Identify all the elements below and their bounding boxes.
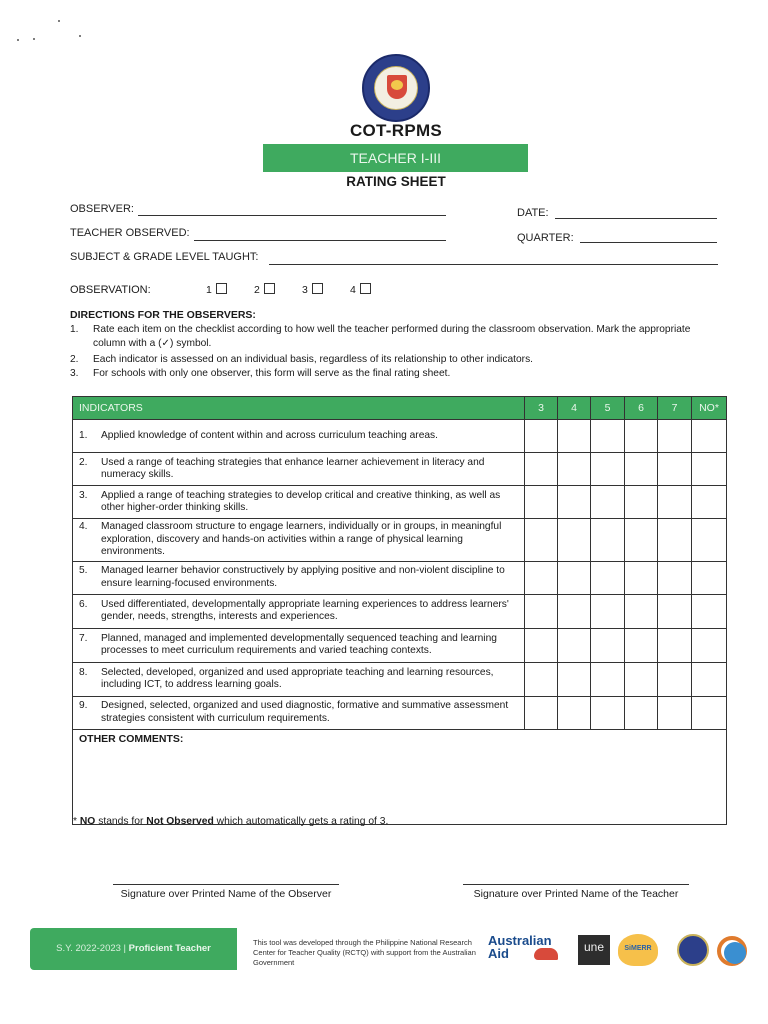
direction-item: 1. Rate each item on the checklist according to how well the teacher performed during the classroom observation. Mark the appropriate column with a (✓) symbol. bbox=[70, 324, 691, 349]
rating-cell[interactable] bbox=[525, 594, 558, 628]
rating-cell[interactable] bbox=[591, 420, 625, 453]
subject-label: SUBJECT & GRADE LEVEL TAUGHT: bbox=[70, 251, 259, 263]
column-header-5: 5 bbox=[591, 397, 625, 420]
indicator-text: 1. Applied knowledge of content within and across curriculum teaching areas. bbox=[73, 420, 525, 453]
quarter-label: QUARTER: bbox=[517, 232, 574, 244]
rating-cell[interactable] bbox=[658, 594, 692, 628]
indicator-text: 3. Applied a range of teaching strategies to develop critical and creative thinking, as well as other higher-order thinking skills. bbox=[73, 486, 525, 519]
comments-row bbox=[73, 729, 727, 824]
table-row bbox=[73, 519, 727, 562]
direction-item: 2. Each indicator is assessed on an individual basis, regardless of its relationship to other indicators. bbox=[70, 354, 533, 365]
indicator-text: 5. Managed learner behavior constructively by applying positive and non-violent discipline to ensure learning-focused environments. bbox=[73, 561, 525, 594]
rating-cell[interactable] bbox=[625, 561, 658, 594]
form-subtitle: RATING SHEET bbox=[346, 174, 446, 189]
rating-cell[interactable] bbox=[658, 561, 692, 594]
column-header-3: 3 bbox=[525, 397, 558, 420]
observer-field[interactable] bbox=[138, 215, 446, 216]
position-band: TEACHER I-III bbox=[263, 144, 528, 172]
subject-field[interactable] bbox=[269, 264, 718, 265]
column-header-7: 7 bbox=[658, 397, 692, 420]
deped-seal-logo bbox=[362, 54, 430, 122]
rating-cell[interactable] bbox=[558, 453, 591, 486]
teacher-signature-line[interactable] bbox=[463, 884, 689, 885]
rating-cell[interactable] bbox=[558, 662, 591, 696]
table-row bbox=[73, 420, 727, 453]
rating-cell[interactable] bbox=[525, 519, 558, 562]
other-comments-field[interactable] bbox=[73, 729, 727, 824]
rating-cell[interactable] bbox=[525, 628, 558, 662]
column-header-6: 6 bbox=[625, 397, 658, 420]
rating-cell[interactable] bbox=[525, 486, 558, 519]
table-row bbox=[73, 453, 727, 486]
observation-checkbox-2[interactable]: 2 bbox=[254, 283, 275, 296]
observer-signature-label: Signature over Printed Name of the Observer bbox=[120, 888, 332, 900]
rating-cell[interactable] bbox=[658, 628, 692, 662]
checkbox-icon bbox=[360, 283, 371, 294]
indicator-text: 6. Used differentiated, developmentally appropriate learning experiences to address learners' gender, needs, strengths, interests and experiences. bbox=[73, 594, 525, 628]
rating-cell[interactable] bbox=[591, 561, 625, 594]
indicators-table bbox=[72, 396, 727, 825]
directions-title: DIRECTIONS FOR THE OBSERVERS: bbox=[70, 309, 256, 321]
form-title: COT-RPMS bbox=[349, 121, 443, 140]
table-header-row bbox=[73, 397, 727, 420]
rating-cell[interactable] bbox=[525, 453, 558, 486]
table-row bbox=[73, 561, 727, 594]
rating-cell[interactable] bbox=[591, 628, 625, 662]
rating-cell[interactable] bbox=[525, 662, 558, 696]
observation-checkbox-1[interactable]: 1 bbox=[206, 283, 227, 296]
rating-cell[interactable] bbox=[591, 519, 625, 562]
observation-checkbox-4[interactable]: 4 bbox=[350, 283, 371, 296]
rating-cell[interactable] bbox=[591, 662, 625, 696]
rating-cell[interactable] bbox=[625, 628, 658, 662]
une-logo: une bbox=[578, 935, 610, 965]
rating-cell[interactable] bbox=[591, 594, 625, 628]
date-field[interactable] bbox=[555, 218, 717, 219]
indicator-text: 9. Designed, selected, organized and used diagnostic, formative and summative assessment strategies consistent with curriculum requirements. bbox=[73, 696, 525, 729]
rating-cell[interactable] bbox=[692, 662, 727, 696]
rating-cell[interactable] bbox=[658, 519, 692, 562]
rctq-logo bbox=[717, 932, 753, 968]
rating-cell[interactable] bbox=[692, 420, 727, 453]
rating-cell[interactable] bbox=[692, 486, 727, 519]
rating-cell[interactable] bbox=[658, 662, 692, 696]
quarter-field[interactable] bbox=[580, 242, 717, 243]
date-label: DATE: bbox=[517, 207, 549, 219]
rating-cell[interactable] bbox=[625, 662, 658, 696]
table-row bbox=[73, 628, 727, 662]
table-row bbox=[73, 696, 727, 729]
observer-signature-line[interactable] bbox=[113, 884, 339, 885]
rating-cell[interactable] bbox=[658, 453, 692, 486]
observation-checkbox-3[interactable]: 3 bbox=[302, 283, 323, 296]
rctq-note: This tool was developed through the Philippine National Research Center for Teacher Quality (RCTQ) with support from the Australian Government bbox=[253, 938, 476, 967]
teacher-observed-label: TEACHER OBSERVED: bbox=[70, 227, 190, 239]
rating-cell[interactable] bbox=[558, 696, 591, 729]
rating-cell[interactable] bbox=[658, 486, 692, 519]
checkbox-icon bbox=[312, 283, 323, 294]
direction-item: 3. For schools with only one observer, this form will serve as the final rating sheet. bbox=[70, 368, 451, 379]
simerr-logo: SiMERR bbox=[618, 934, 658, 966]
rating-cell[interactable] bbox=[658, 696, 692, 729]
rating-cell[interactable] bbox=[558, 519, 591, 562]
rating-cell[interactable] bbox=[692, 696, 727, 729]
observation-label: OBSERVATION: bbox=[70, 284, 151, 296]
table-row bbox=[73, 594, 727, 628]
indicator-text: 7. Planned, managed and implemented developmentally sequenced teaching and learning processes to meet curriculum requirements and varied teaching contexts. bbox=[73, 628, 525, 662]
column-header-4: 4 bbox=[558, 397, 591, 420]
rating-cell[interactable] bbox=[692, 628, 727, 662]
australian-aid-logo: Australian Aid bbox=[488, 934, 552, 960]
observer-label: OBSERVER: bbox=[70, 203, 134, 215]
rating-cell[interactable] bbox=[658, 420, 692, 453]
rating-cell[interactable] bbox=[525, 420, 558, 453]
kangaroo-icon bbox=[534, 948, 558, 960]
school-year-band: S.Y. 2022-2023 | Proficient Teacher bbox=[30, 928, 237, 970]
rating-cell[interactable] bbox=[625, 420, 658, 453]
rating-cell[interactable] bbox=[625, 486, 658, 519]
indicators-header: INDICATORS bbox=[73, 397, 525, 420]
rating-cell[interactable] bbox=[591, 696, 625, 729]
column-header-not-observed: NO* bbox=[692, 397, 727, 420]
other-comments-label: OTHER COMMENTS: bbox=[79, 732, 184, 745]
rating-cell[interactable] bbox=[558, 486, 591, 519]
checkbox-icon bbox=[216, 283, 227, 294]
rating-cell[interactable] bbox=[525, 696, 558, 729]
rating-cell[interactable] bbox=[625, 519, 658, 562]
rating-cell[interactable] bbox=[692, 519, 727, 562]
rating-cell[interactable] bbox=[591, 486, 625, 519]
rating-cell[interactable] bbox=[692, 594, 727, 628]
teacher-observed-field[interactable] bbox=[194, 240, 446, 241]
rating-cell[interactable] bbox=[525, 561, 558, 594]
table-row bbox=[73, 662, 727, 696]
rating-cell[interactable] bbox=[558, 420, 591, 453]
checkbox-icon bbox=[264, 283, 275, 294]
rating-cell[interactable] bbox=[558, 561, 591, 594]
indicator-text: 2. Used a range of teaching strategies that enhance learner achievement in literacy and numeracy skills. bbox=[73, 453, 525, 486]
rating-cell[interactable] bbox=[692, 453, 727, 486]
teacher-signature-label: Signature over Printed Name of the Teacher bbox=[473, 888, 679, 900]
deped-seal-icon bbox=[677, 934, 709, 966]
footnote: * NO stands for Not Observed which automatically gets a rating of 3. bbox=[73, 816, 389, 827]
rating-cell[interactable] bbox=[558, 594, 591, 628]
rating-cell[interactable] bbox=[591, 453, 625, 486]
rating-cell[interactable] bbox=[625, 696, 658, 729]
rating-cell[interactable] bbox=[558, 628, 591, 662]
rating-cell[interactable] bbox=[625, 594, 658, 628]
rating-cell[interactable] bbox=[625, 453, 658, 486]
table-row bbox=[73, 486, 727, 519]
indicator-text: 4. Managed classroom structure to engage learners, individually or in groups, in meaningful exploration, discovery and hands-on activities within a range of physical learning environments. bbox=[73, 519, 525, 562]
indicator-text: 8. Selected, developed, organized and used appropriate teaching and learning resources, including ICT, to address learning goals. bbox=[73, 662, 525, 696]
rating-cell[interactable] bbox=[692, 561, 727, 594]
